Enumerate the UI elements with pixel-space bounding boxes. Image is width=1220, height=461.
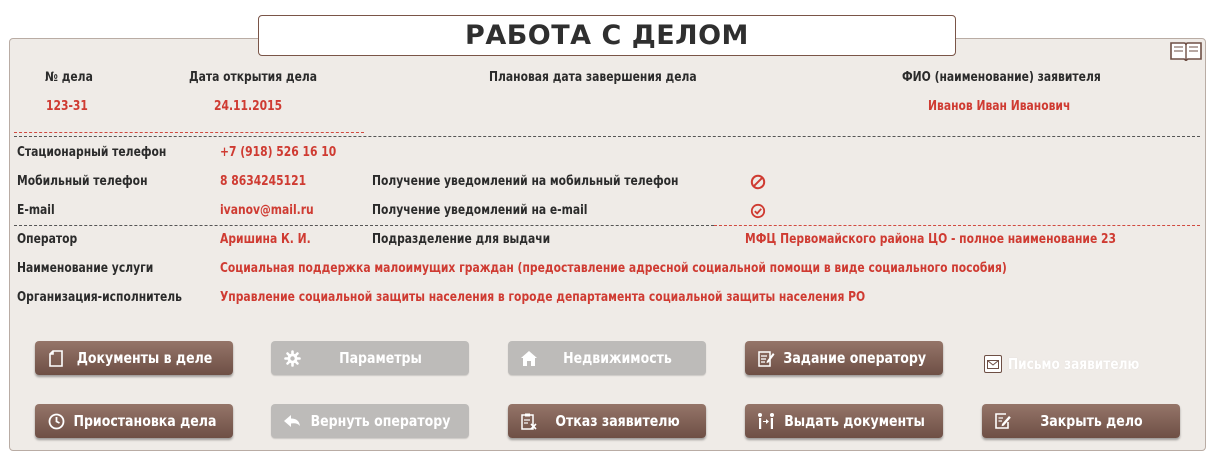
operator-value: Аришина К. И.	[220, 232, 311, 247]
service-label: Наименование услуги	[17, 261, 154, 276]
email-notify-label: Получение уведомлений на e-mail	[372, 203, 588, 218]
operator-label: Оператор	[17, 232, 78, 247]
close-case-button[interactable]: Закрыть дело	[982, 404, 1180, 438]
clipboard-cancel-icon	[520, 412, 538, 430]
clock-icon	[47, 412, 65, 430]
operator-task-button[interactable]: Задание оператору	[745, 341, 943, 375]
envelope-icon	[984, 355, 1002, 373]
planned-end-date-label: Плановая дата завершения дела	[489, 70, 697, 85]
page-title-box	[258, 15, 956, 56]
email-label: E-mail	[17, 203, 55, 218]
mobile-label: Мобильный телефон	[17, 174, 148, 189]
details-divider	[14, 225, 714, 226]
mobile-notify-label: Получение уведомлений на мобильный телефон	[372, 174, 679, 189]
arrow-back-icon	[283, 412, 301, 430]
applicant-value: Иванов Иван Иванович	[928, 99, 1071, 114]
service-value: Социальная поддержка малоимущих граждан (предоставление адресной социальной помощи в виде социального пособия)	[220, 261, 1007, 276]
book-icon[interactable]	[1169, 40, 1203, 62]
document-icon	[47, 349, 65, 367]
executor-label: Организация-исполнитель	[17, 290, 182, 305]
handover-icon	[757, 412, 775, 430]
forbidden-icon[interactable]	[750, 174, 766, 190]
landline-label: Стационарный телефон	[17, 145, 167, 160]
suspend-case-button[interactable]: Приостановка дела	[35, 404, 233, 438]
details-divider-accent	[714, 225, 1200, 226]
email-value: ivanov@mail.ru	[220, 203, 314, 218]
edit-document-icon	[994, 412, 1012, 430]
issue-unit-label: Подразделение для выдачи	[372, 232, 551, 247]
issue-documents-button[interactable]: Выдать документы	[745, 404, 943, 438]
issue-unit-value: МФЦ Первомайского района ЦО - полное наименование 23	[745, 232, 1116, 247]
executor-value: Управление социальной защиты населения в городе департамента социальной защиты населения РО	[220, 290, 866, 305]
home-icon	[520, 349, 538, 367]
open-date-value: 24.11.2015	[214, 99, 283, 114]
documents-button[interactable]: Документы в деле	[35, 341, 233, 375]
return-to-operator-button[interactable]: Вернуть оператору	[271, 404, 469, 438]
header-divider	[14, 136, 1200, 137]
parameters-button[interactable]: Параметры	[271, 341, 469, 375]
gear-icon	[283, 349, 301, 367]
mobile-value: 8 8634245121	[220, 174, 307, 189]
applicant-label: ФИО (наименование) заявителя	[902, 70, 1101, 85]
case-number-value: 123-31	[46, 99, 88, 114]
landline-value: +7 (918) 526 16 10	[220, 145, 337, 160]
open-date-label: Дата открытия дела	[189, 70, 318, 85]
page-title: РАБОТА С ДЕЛОМ	[465, 20, 749, 51]
check-circle-icon[interactable]	[750, 203, 766, 219]
task-edit-icon	[757, 349, 775, 367]
real-estate-button[interactable]: Недвижимость	[508, 341, 706, 375]
letter-to-applicant[interactable]	[984, 355, 1154, 373]
case-number-label: № дела	[45, 70, 93, 85]
refuse-applicant-button[interactable]: Отказ заявителю	[508, 404, 706, 438]
header-divider-accent	[14, 132, 364, 133]
letter-label: Письмо заявителю	[1008, 355, 1140, 373]
